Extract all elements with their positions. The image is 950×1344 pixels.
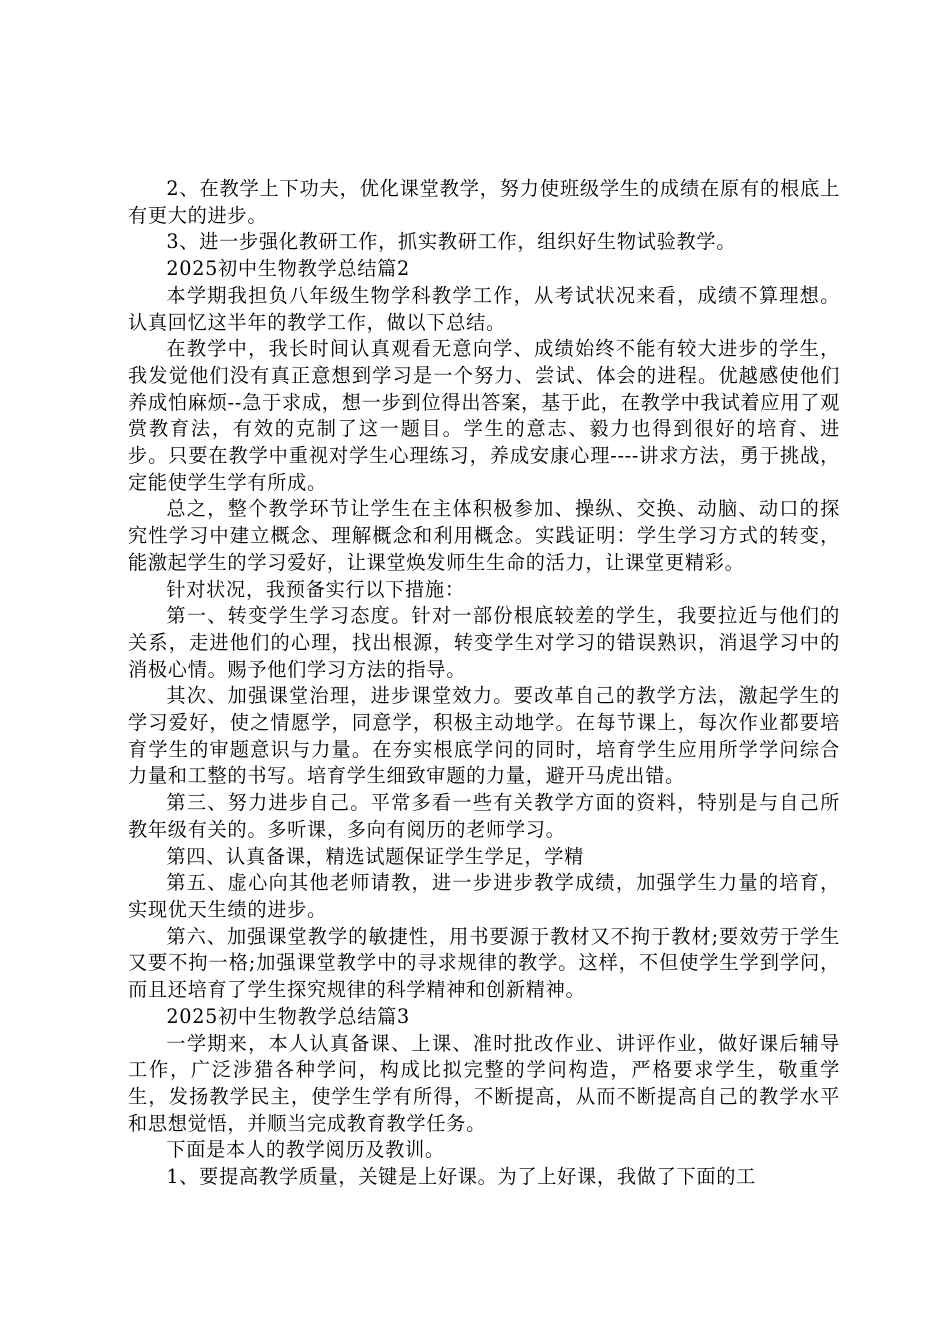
- paragraph: 第四、认真备课，精选试题保证学生学足，学精: [166, 844, 585, 868]
- paragraph: 1、要提高教学质量，关键是上好课。为了上好课，我做了下面的工: [166, 1165, 757, 1189]
- document-page: [128, 176, 840, 1191]
- paragraph: 2、在教学上下功夫，优化课堂教学，努力使班级学生的成绩在原有的根底上有更大的进步。: [128, 177, 840, 227]
- paragraph: 下面是本人的教学阅历及教训。: [166, 1138, 445, 1162]
- section-heading: 2025初中生物教学总结篇2: [166, 257, 410, 281]
- section-heading: 2025初中生物教学总结篇3: [166, 1004, 410, 1028]
- paragraph: 其次、加强课堂治理，进步课堂效力。要改革自己的教学方法，激起学生的学习爱好，使之情愿学，同意学，积极主动地学。在每节课上，每次作业都要培育学生的审题意识与力量。在夯实根底学问的同时，培育学生应用所学学问综合力量和工整的书写。培育学生细致审题的力量，避开马虎出错。: [128, 684, 840, 788]
- paragraph: 总之，整个教学环节让学生在主体积极参加、操纵、交换、动脑、动口的探究性学习中建立概念、理解概念和利用概念。实践证明：学生学习方式的转变，能激起学生的学习爱好，让课堂焕发师生生命的活力，让课堂更精彩。: [128, 497, 840, 574]
- paragraph: 第六、加强课堂教学的敏捷性，用书要源于教材又不拘于教材;要效劳于学生又要不拘一格;加强课堂教学中的寻求规律的教学。这样，不但使学生学到学问，而且还培育了学生探究规律的科学精神和创新精神。: [128, 924, 840, 1002]
- paragraph: 第五、虚心向其他老师请教，进一步进步教学成绩，加强学生力量的培育，实现优天生绩的进步。: [128, 871, 840, 921]
- paragraph: 在教学中，我长时间认真观看无意向学、成绩始终不能有较大进步的学生，我发觉他们没有真正意想到学习是一个努力、尝试、体会的进程。优越感使他们养成怕麻烦--急于求成，想一步到位得出答案，基于此，在教学中我试着应用了观赏教育法，有效的克制了这一题目。学生的意志、毅力也得到很好的培育、进步。只要在教学中重视对学生心理练习，养成安康心理----讲求方法，勇于挑战，定能使学生学有所成。: [128, 337, 840, 494]
- paragraph: 一学期来，本人认真备课、上课、准时批改作业、讲评作业，做好课后辅导工作，广泛涉猎各种学问，构成比拟完整的学问构造，严格要求学生，敬重学生，发扬教学民主，使学生学有所得，不断提高，从而不断提高自己的教学水平和思想觉悟，并顺当完成教育教学任务。: [128, 1031, 840, 1135]
- paragraph: 本学期我担负八年级生物学科教学工作，从考试状况来看，成绩不算理想。认真回忆这半年的教学工作，做以下总结。: [128, 283, 840, 334]
- paragraph: 第一、转变学生学习态度。针对一部份根底较差的学生，我要拉近与他们的关系，走进他们的心理，找出根源，转变学生对学习的错误熟识，消退学习中的消极心情。赐予他们学习方法的指导。: [128, 604, 840, 681]
- paragraph: 3、进一步强化教研工作，抓实教研工作，组织好生物试验教学。: [166, 230, 737, 254]
- paragraph: 针对状况，我预备实行以下措施：: [166, 577, 465, 601]
- paragraph: 第三、努力进步自己。平常多看一些有关教学方面的资料，特别是与自己所教年级有关的。多听课，多向有阅历的老师学习。: [128, 791, 840, 841]
